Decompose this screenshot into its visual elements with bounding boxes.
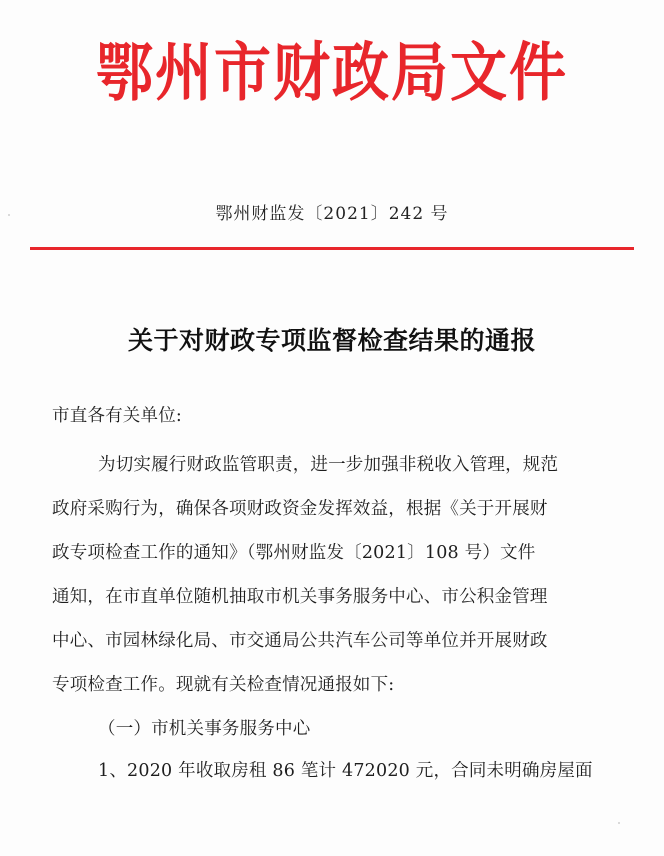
scan-speck	[618, 822, 620, 824]
document-title: 关于对财政专项监督检查结果的通报	[127, 326, 536, 355]
section-heading: （一）市机关事务服务中心	[98, 719, 311, 739]
body-line: 为切实履行财政监管职责，进一步加强非税收入管理，规范	[98, 455, 559, 475]
salutation: 市直各有关单位:	[52, 406, 182, 426]
document-number: 鄂州财监发〔2021〕242 号	[215, 204, 449, 224]
list-item: 1、2020 年收取房租 86 笔计 472020 元，合同未明确房屋面	[98, 761, 593, 781]
scan-speck	[8, 214, 10, 216]
body-line: 政专项检查工作的通知》（鄂州财监发〔2021〕108 号）文件	[52, 543, 536, 563]
red-separator-line	[30, 247, 634, 250]
body-line: 政府采购行为，确保各项财政资金发挥效益，根据《关于开展财	[52, 499, 548, 519]
body-line: 专项检查工作。现就有关检查情况通报如下:	[52, 675, 395, 695]
issuing-authority-title: 鄂州市财政局文件	[96, 34, 568, 110]
body-line: 中心、市园林绿化局、市交通局公共汽车公司等单位并开展财政	[52, 631, 548, 651]
body-line: 通知，在市直单位随机抽取市机关事务服务中心、市公积金管理	[52, 587, 548, 607]
